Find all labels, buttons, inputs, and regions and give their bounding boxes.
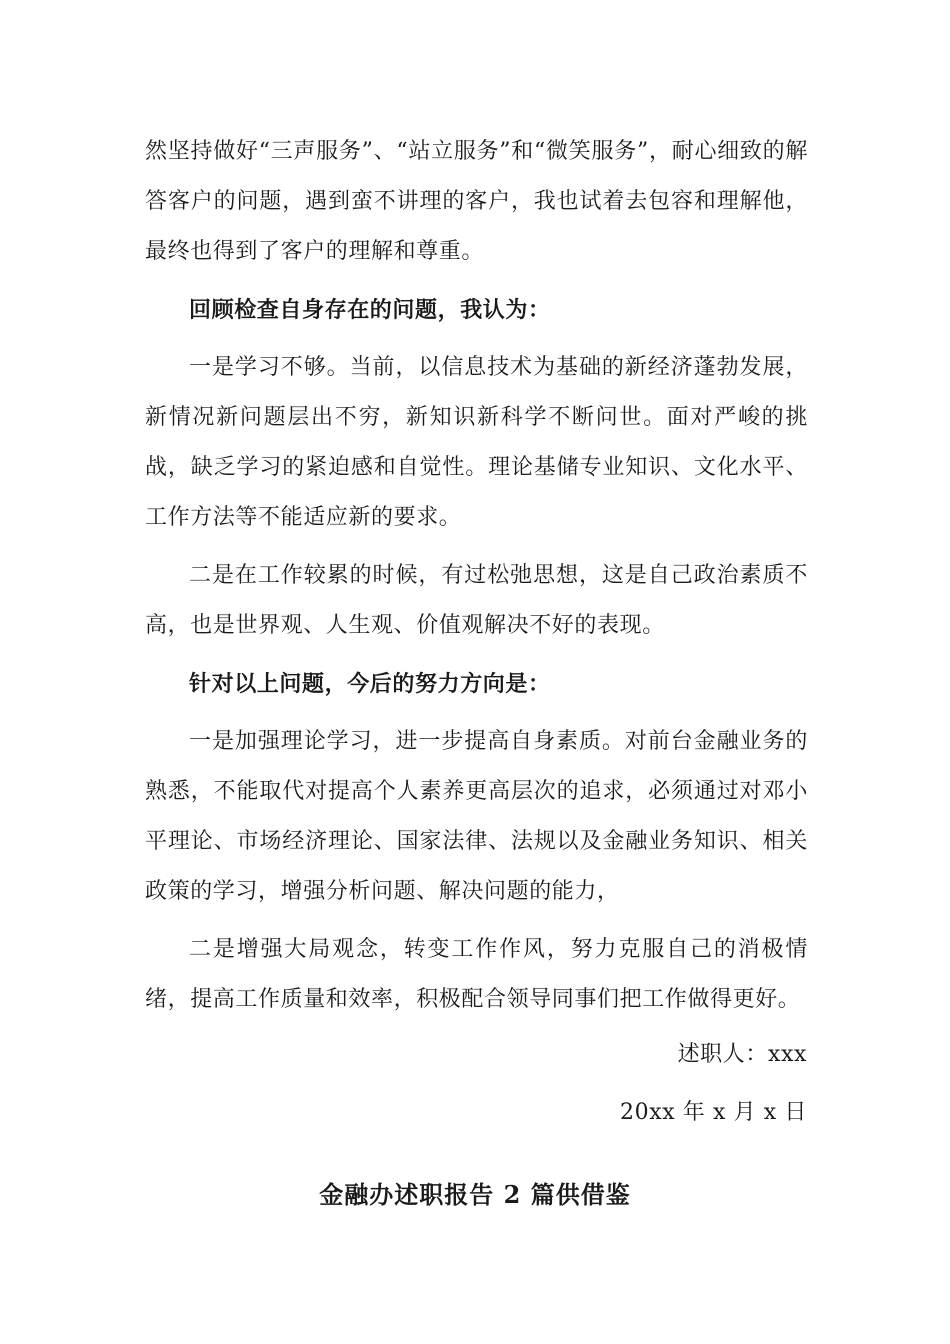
signature-block (620, 1030, 807, 1138)
paragraph-continuation: 然坚持做好“三声服务”、“站立服务”和“微笑服务”，耐心细致的解答客户的问题，遇到蛮不讲理的客户，我也试着去包容和理解他，最终也得到了客户的理解和尊重。 (145, 139, 808, 264)
paragraph-problem-two: 二是在工作较累的时候，有过松弛思想，这是自己政治素质不高，也是世界观、人生观、价值观解决不好的表现。 (145, 563, 808, 638)
paragraph-problem-one: 一是学习不够。当前，以信息技术为基础的新经济蓬勃发展，新情况新问题层出不穷，新知识新科学不断问世。面对严峻的挑战，缺乏学习的紧迫感和自觉性。理论基储专业知识、文化水平、工作方法等不能适应新的要求。 (145, 355, 808, 530)
paragraph-direction-one: 一是加强理论学习，进一步提高自身素质。对前台金融业务的熟悉，不能取代对提高个人素养更高层次的追求，必须通过对邓小平理论、市场经济理论、国家法律、法规以及金融业务知识、相关政策的学习，增强分析问题、解决问题的能力， (145, 729, 808, 904)
reporter-signature: 述职人：xxx (677, 1042, 807, 1067)
report-date: 20xx 年 x 月 x 日 (620, 1100, 807, 1125)
paragraph-direction-two: 二是增强大局观念，转变工作作风，努力克服自己的消极情绪，提高工作质量和效率，积极配合领导同事们把工作做得更好。 (145, 937, 808, 1012)
document-body (145, 127, 808, 1025)
section-heading-directions: 针对以上问题，今后的努力方向是： (189, 671, 551, 697)
section-heading-problems: 回顾检查自身存在的问题，我认为： (189, 297, 551, 323)
document-title: 金融办述职报告 2 篇供借鉴 (319, 1180, 631, 1209)
